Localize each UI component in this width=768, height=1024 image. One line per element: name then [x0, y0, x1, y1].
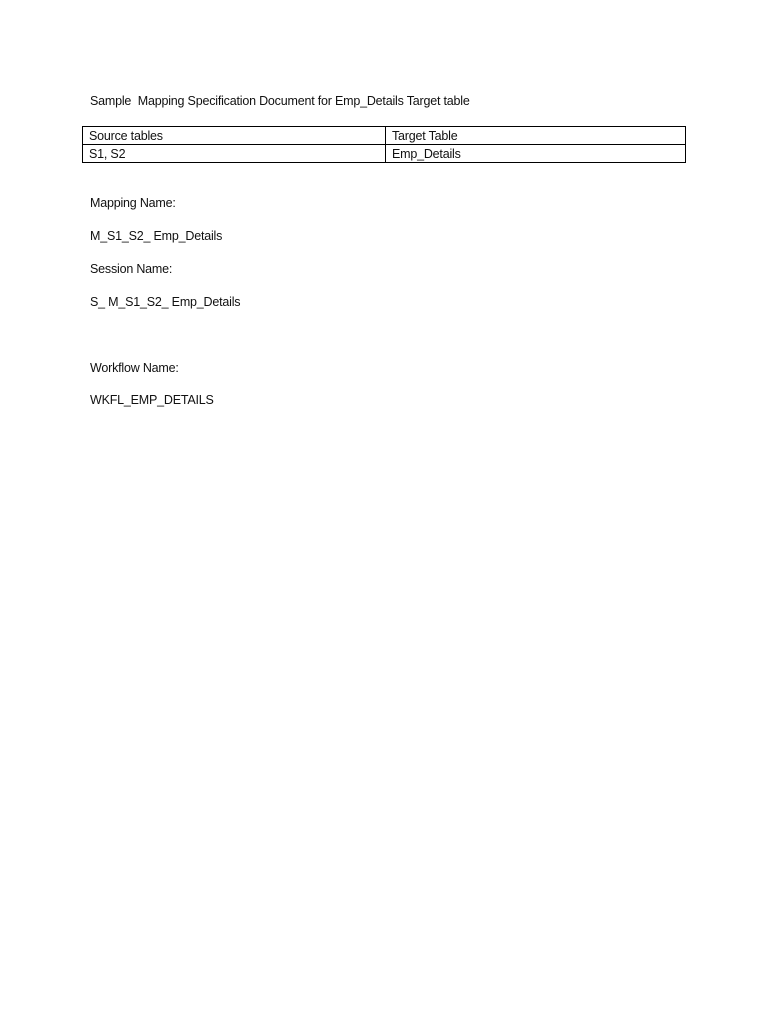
document-title: Sample Mapping Specification Document for Emp_Details Target table	[90, 94, 470, 108]
header-source-tables: Source tables	[83, 127, 386, 145]
mapping-name-value: M_S1_S2_ Emp_Details	[90, 229, 223, 243]
source-target-table	[82, 126, 686, 163]
header-target-table: Target Table	[386, 127, 686, 145]
cell-source-tables: S1, S2	[83, 145, 386, 163]
workflow-name-label: Workflow Name:	[90, 361, 179, 375]
cell-target-table: Emp_Details	[386, 145, 686, 163]
table-row	[83, 145, 686, 163]
workflow-name-value: WKFL_EMP_DETAILS	[90, 393, 214, 407]
mapping-name-label: Mapping Name:	[90, 196, 176, 210]
session-name-value: S_ M_S1_S2_ Emp_Details	[90, 295, 241, 309]
table-header-row	[83, 127, 686, 145]
session-name-label: Session Name:	[90, 262, 173, 276]
